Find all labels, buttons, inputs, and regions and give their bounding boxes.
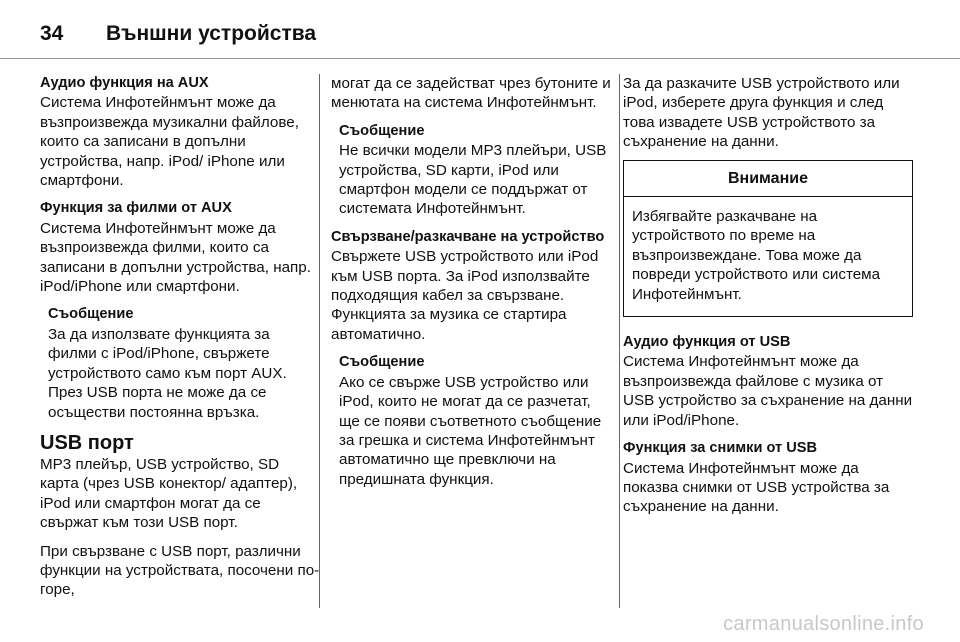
- paragraph: Свържете USB устройството или iPod към USB порта. За iPod използвайте подходящия кабел за свързване. Функцията за музика се стартира автоматично.: [331, 248, 599, 343]
- section-heading: Свързване/разкачване на устройство: [331, 228, 605, 245]
- note-box: [331, 353, 613, 489]
- paragraph: Система Инфотейнмънт може да възпроизвежда музикални файлове, които са записани в допълни устройства, напр. iPod/ iPhone или смартфони.: [40, 94, 299, 190]
- header-divider: [0, 58, 960, 59]
- column-1: [40, 74, 322, 600]
- note-box: [40, 305, 322, 421]
- paragraph: могат да се задействат чрез бутоните и менютата на система Инфотейнмънт.: [331, 75, 611, 112]
- column-2: [331, 74, 613, 498]
- paragraph: MP3 плейър, USB устройство, SD карта (чрез USB конектор/ адаптер), iPod или смартфон могат да се свържат към този USB порт.: [40, 455, 298, 532]
- paragraph: Система Инфотейнмънт може да възпроизвежда файлове с музика от USB устройство за съхранение на данни или iPod/iPhone.: [623, 353, 913, 429]
- paragraph: Система Инфотейнмънт може да показва снимки от USB устройства за съхранение на данни.: [623, 459, 890, 516]
- warning-box: [623, 160, 913, 317]
- section-connect: [331, 228, 613, 344]
- section-heading: Функция за снимки от USB: [623, 440, 818, 457]
- paragraph: За да разкачите USB устройството или iPod, изберете друга функция и след това извадете USB устройството за съхранение на данни.: [623, 75, 900, 151]
- section-heading: Аудио функция от USB: [623, 334, 791, 351]
- paragraph: При свързване с USB порт, различни функции на устройствата, посочени по-горе,: [40, 542, 320, 599]
- watermark: carmanualsonline.info: [723, 613, 924, 635]
- section-aux-movie: [40, 199, 322, 296]
- section-aux-audio: [40, 74, 322, 190]
- note-text: Ако се свърже USB устройство или iPod, които не могат да се разчетат, ще се появи съответното съобщение за грешка и система Инфотейнмънт автоматично ще превключи на предишната функция.: [339, 373, 602, 488]
- note-heading: Съобщение: [48, 306, 134, 323]
- section-heading: Аудио функция на AUX: [40, 75, 209, 91]
- column-divider: [619, 74, 620, 608]
- warning-text: Избягвайте разкачване на устройството по време на възпроизвеждане. Това може да повреди устройството или система Инфотейнмънт.: [632, 208, 881, 303]
- note-heading: Съобщение: [339, 122, 425, 139]
- note-heading: Съобщение: [339, 354, 425, 371]
- column-divider: [319, 74, 320, 608]
- note-text: За да използвате функцията за филми с iPod/iPhone, свържете устройството само към порт AUX. През USB порта не може да се осъществи постоянна връзка.: [48, 325, 287, 421]
- page-title: Външни устройства: [106, 22, 317, 45]
- paragraph: Система Инфотейнмънт може да възпроизвежда филми, които са записани в допълни устройства, напр. iPod/iPhone или смартфони.: [40, 219, 311, 296]
- section-usb-audio: [623, 333, 913, 430]
- column-3: [623, 74, 913, 526]
- warning-title: Внимание: [624, 161, 912, 197]
- note-text: Не всички модели MP3 плейъри, USB устройства, SD карти, iPod или смартфон модели се поддържат от системата Инфотейнмънт.: [339, 142, 607, 218]
- page-header: [40, 14, 316, 54]
- section-heading-large: USB порт: [40, 431, 134, 454]
- page-number: 34: [40, 22, 64, 45]
- section-usb-port: [40, 431, 322, 533]
- section-heading: Функция за филми от AUX: [40, 200, 232, 217]
- note-box: [331, 122, 613, 219]
- section-usb-photo: [623, 439, 913, 517]
